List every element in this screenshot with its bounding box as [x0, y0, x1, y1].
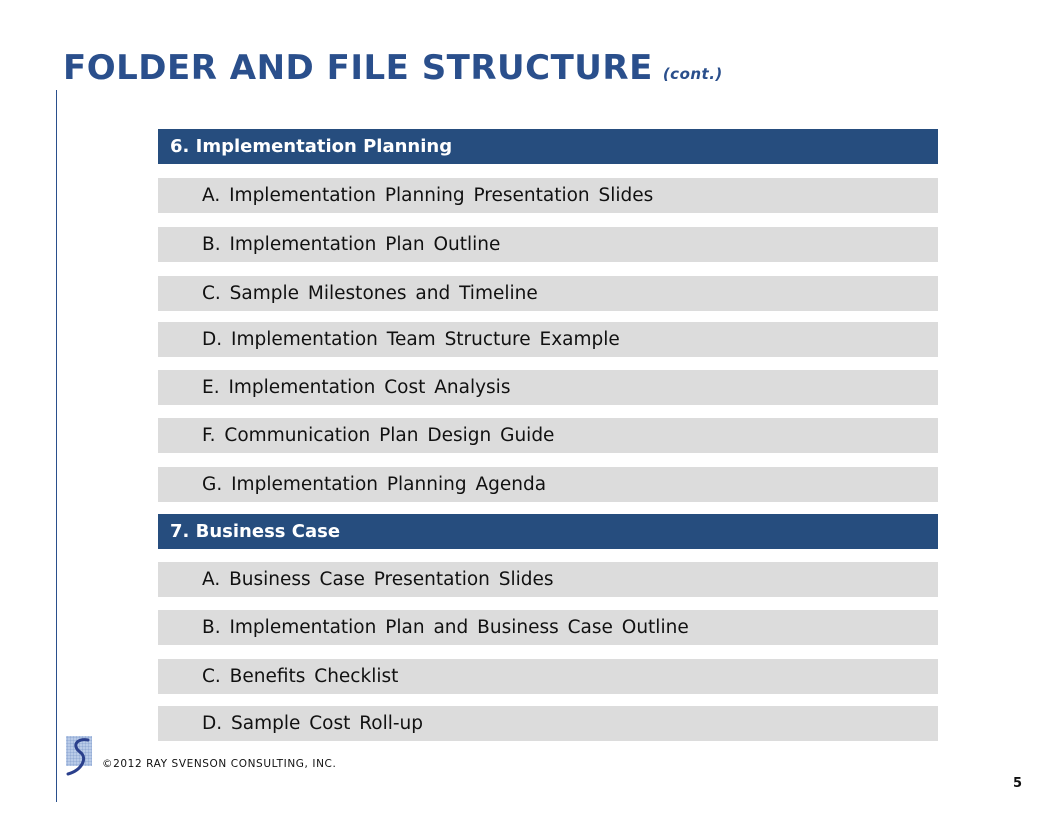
list-item: C. Benefits Checklist — [158, 659, 938, 694]
list-item: B. Implementation Plan and Business Case Outline — [158, 610, 938, 645]
section-header-implementation-planning: 6. Implementation Planning — [158, 129, 938, 164]
list-item: E. Implementation Cost Analysis — [158, 370, 938, 405]
rsc-s-logo-icon — [64, 734, 96, 776]
list-item: B. Implementation Plan Outline — [158, 227, 938, 262]
list-item: F. Communication Plan Design Guide — [158, 418, 938, 453]
page-title — [63, 48, 723, 88]
list-item: C. Sample Milestones and Timeline — [158, 276, 938, 311]
copyright-text: ©2012 RAY SVENSON CONSULTING, INC. — [102, 758, 337, 770]
section-header-business-case: 7. Business Case — [158, 514, 938, 549]
page-number: 5 — [1013, 776, 1023, 791]
list-item: A. Business Case Presentation Slides — [158, 562, 938, 597]
list-item: D. Implementation Team Structure Example — [158, 322, 938, 357]
page-title-main: FOLDER AND FILE STRUCTURE — [63, 48, 653, 88]
list-item: A. Implementation Planning Presentation Slides — [158, 178, 938, 213]
page-title-sub: (cont.) — [662, 65, 723, 83]
left-vertical-rule — [56, 90, 57, 802]
list-item: G. Implementation Planning Agenda — [158, 467, 938, 502]
list-item: D. Sample Cost Roll-up — [158, 706, 938, 741]
